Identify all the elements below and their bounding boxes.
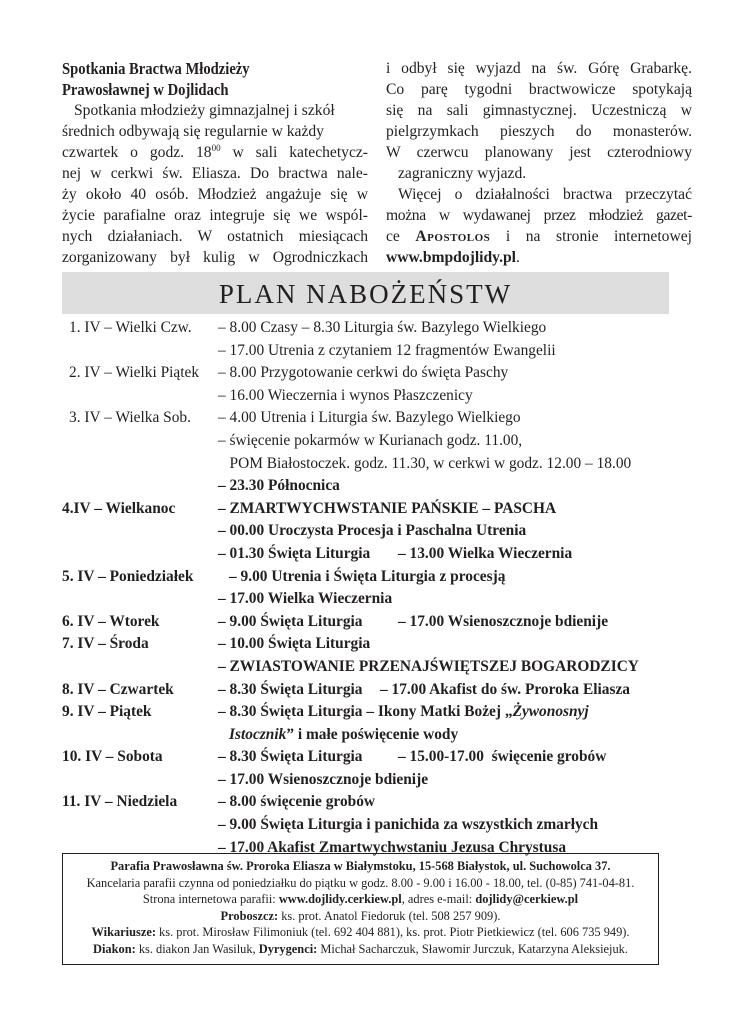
- schedule-text-second: – 13.00 Wielka Wieczernia: [398, 544, 573, 562]
- schedule-row: [62, 475, 677, 498]
- schedule-row: [62, 814, 677, 837]
- brotherhood-website-link[interactable]: www.bmpdojlidy.pl: [386, 249, 516, 266]
- schedule-day: 6. IV – Wtorek: [62, 612, 160, 630]
- icon-name-italic: Istocznik: [229, 725, 287, 743]
- service-schedule: [62, 317, 677, 859]
- deacon-conductors-line: Diakon: ks. diakon Jan Wasiluk, Dyrygenci: Michał Sacharczuk, Sławomir Jurczuk, Katarzyna Aleksiejuk.: [93, 941, 628, 956]
- parish-website-link[interactable]: www.dojlidy.cerkiew.pl: [278, 892, 402, 907]
- article-right-column: [386, 58, 692, 268]
- parish-web-contact: Strona internetowa parafii: www.dojlidy.cerkiew.pl, adres e-mail: dojlidy@cerkiew.pl: [142, 892, 579, 907]
- article-title-line2: Prawosławnej w Dojlidach: [62, 80, 229, 99]
- office-hours: Kancelaria parafii czynna od poniedziałku do piątku w godz. 8.00 - 9.00 i 16.00 - 18.00, tel. (0-85) 741-04-81.: [86, 875, 635, 890]
- article-line: pielgrzymkach pieszych do monasterów.: [386, 123, 692, 140]
- schedule-row: [62, 746, 677, 769]
- article-line: www.bmpdojlidy.pl.: [386, 249, 520, 266]
- schedule-text: – 17.00 Wielka Wieczernia: [218, 590, 393, 608]
- schedule-text: – 8.00 Czasy – 8.30 Liturgia św. Bazylego Wielkiego: [218, 319, 547, 336]
- schedule-text: – ZMARTWYCHWSTANIE PAŃSKIE – PASCHA: [218, 499, 557, 517]
- schedule-day: 8. IV – Czwartek: [62, 680, 174, 698]
- schedule-text-second: – 17.00 Wsienoszcznoje bdienije: [398, 612, 609, 630]
- schedule-row: [62, 453, 677, 476]
- schedule-text: – 4.00 Utrenia i Liturgia św. Bazylego Wielkiego: [218, 409, 521, 427]
- schedule-text-second: – 15.00-17.00 święcenie grobów: [398, 748, 607, 766]
- article-line: nej w cerkwi św. Eliasza. Do bractwa nale-: [62, 165, 368, 182]
- schedule-text: – 8.00 święcenie grobów: [218, 793, 376, 811]
- article-line: życie parafialne oraz integruje się we wspól-: [62, 207, 368, 224]
- schedule-text: – 10.00 Święta Liturgia: [218, 635, 371, 653]
- time-superscript: 00: [211, 143, 221, 153]
- schedule-row: [62, 317, 677, 340]
- schedule-day: 7. IV – Środa: [62, 635, 149, 653]
- schedule-text-second: – 17.00 Akafist do św. Proroka Eliasza: [380, 680, 630, 698]
- schedule-row: [62, 724, 677, 747]
- article-line: Więcej o działalności bractwa przeczytać: [398, 186, 692, 203]
- article-line: i odbył się wyjazd na św. Górę Grabarkę.: [386, 60, 692, 77]
- schedule-text: – 16.00 Wieczernia i wynos Płaszczenicy: [218, 386, 473, 404]
- schedule-row: [62, 543, 677, 566]
- parish-address: Parafia Prawosławna św. Proroka Eliasza w Białymstoku, 15-568 Białystok, ul. Suchowolca 37.: [110, 859, 611, 873]
- schedule-text: – 00.00 Uroczysta Procesja i Paschalna Utrenia: [218, 522, 527, 540]
- schedule-day: 5. IV – Poniedziałek: [62, 567, 194, 585]
- schedule-text: – 9.00 Święta Liturgia i panichida za wszystkich zmarłych: [218, 816, 599, 834]
- plan-title-banner: [62, 272, 669, 314]
- schedule-text: Istocznik” i małe poświęcenie wody: [229, 725, 459, 743]
- plan-title: PLAN NABOŻEŃSTW: [218, 279, 513, 309]
- schedule-text: – 8.00 Przygotowanie cerkwi do święta Paschy: [218, 364, 509, 382]
- schedule-text: – 01.30 Święta Liturgia: [218, 544, 371, 562]
- schedule-row: [62, 588, 677, 611]
- schedule-row: [62, 385, 677, 408]
- article-left-column: [62, 58, 368, 268]
- schedule-text: – 8.30 Święta Liturgia: [218, 680, 363, 698]
- schedule-text: – 9.00 Utrenia i Święta Liturgia z procesją: [229, 567, 506, 585]
- schedule-text: – 23.30 Północnica: [218, 477, 340, 495]
- article-line: zagraniczny wyjazd.: [398, 165, 527, 182]
- schedule-text: – 17.00 Akafist Zmartwychwstaniu Jezusa Chrystusa: [218, 838, 567, 856]
- schedule-row: [62, 566, 677, 589]
- schedule-text: – 8.30 Święta Liturgia – Ikony Matki Bożej „Żywonosnyj: [218, 703, 589, 721]
- schedule-row: [62, 407, 677, 430]
- rector-line: Proboszcz: ks. prot. Anatol Fiedoruk (tel. 508 257 909).: [220, 908, 501, 923]
- schedule-day: 9. IV – Piątek: [62, 703, 152, 721]
- schedule-text: POM Białostoczek. godz. 11.30, w cerkwi w godz. 12.00 – 18.00: [218, 454, 632, 472]
- apostolos-magazine-name: Apostolos: [415, 228, 491, 245]
- schedule-row: [62, 362, 677, 385]
- article-line: średnich odbywają się regularnie w każdy: [62, 123, 324, 140]
- article-line: nych działaniach. W ostatnich miesiącach: [62, 228, 368, 245]
- schedule-row: [62, 520, 677, 543]
- article-line: zorganizowany był kulig w Ogrodniczkach: [62, 249, 368, 266]
- schedule-row: [62, 633, 677, 656]
- schedule-day: 3. IV – Wielka Sob.: [69, 409, 191, 427]
- article-line: ce Apostolos i na stronie internetowej: [386, 228, 692, 245]
- schedule-row: [62, 611, 677, 634]
- schedule-day: 10. IV – Sobota: [62, 748, 163, 766]
- parish-contact-box: [62, 853, 659, 965]
- icon-name-italic: Żywonosnyj: [512, 703, 589, 721]
- article-line: czwartek o godz. $18^{00}$ w sali katechetycz-: [62, 143, 368, 161]
- parish-email-link[interactable]: dojlidy@cerkiew.pl: [475, 892, 579, 907]
- schedule-row: [62, 340, 677, 363]
- schedule-row: [62, 769, 677, 792]
- schedule-row: [62, 791, 677, 814]
- article-line: ży około 40 osób. Młodzież angażuje się w: [62, 186, 368, 203]
- article-line: W czerwcu planowany jest czterodniowy: [386, 144, 692, 161]
- schedule-text: – 8.30 Święta Liturgia: [218, 748, 363, 766]
- schedule-text: – święcenie pokarmów w Kurianach godz. 11.00,: [218, 431, 523, 449]
- schedule-row: [62, 498, 677, 521]
- schedule-day: 2. IV – Wielki Piątek: [69, 364, 200, 382]
- schedule-row: [62, 430, 677, 453]
- article-line: można w wydawanej przez młodzież gazet-: [386, 207, 692, 224]
- article-line: Spotkania młodzieży gimnazjalnej i szkół: [74, 102, 335, 119]
- schedule-day: 4.IV – Wielkanoc: [62, 499, 176, 517]
- schedule-text: – 17.00 Utrenia z czytaniem 12 fragmentów Ewangelii: [218, 341, 556, 359]
- article-line: się na sali gimnastycznej. Uczestniczą w: [386, 102, 692, 119]
- schedule-row: [62, 701, 677, 724]
- article-title-line1: Spotkania Bractwa Młodzieży: [62, 59, 250, 78]
- schedule-text: – 17.00 Wsienoszcznoje bdienije: [218, 770, 429, 788]
- schedule-text: – 9.00 Święta Liturgia: [218, 612, 363, 630]
- schedule-day: 11. IV – Niedziela: [62, 793, 178, 811]
- article-line: Co parę tygodni bractwowicze spotykają: [386, 81, 692, 98]
- schedule-text: – ZWIASTOWANIE PRZENAJŚWIĘTSZEJ BOGARODZICY: [218, 657, 639, 675]
- vicars-line: Wikariusze: ks. prot. Mirosław Filimoniuk (tel. 692 404 881), ks. prot. Piotr Pietkiewicz (tel. 606 735 949).: [91, 925, 630, 940]
- schedule-row: [62, 656, 677, 679]
- schedule-day: 1. IV – Wielki Czw.: [69, 319, 192, 336]
- schedule-row: [62, 679, 677, 702]
